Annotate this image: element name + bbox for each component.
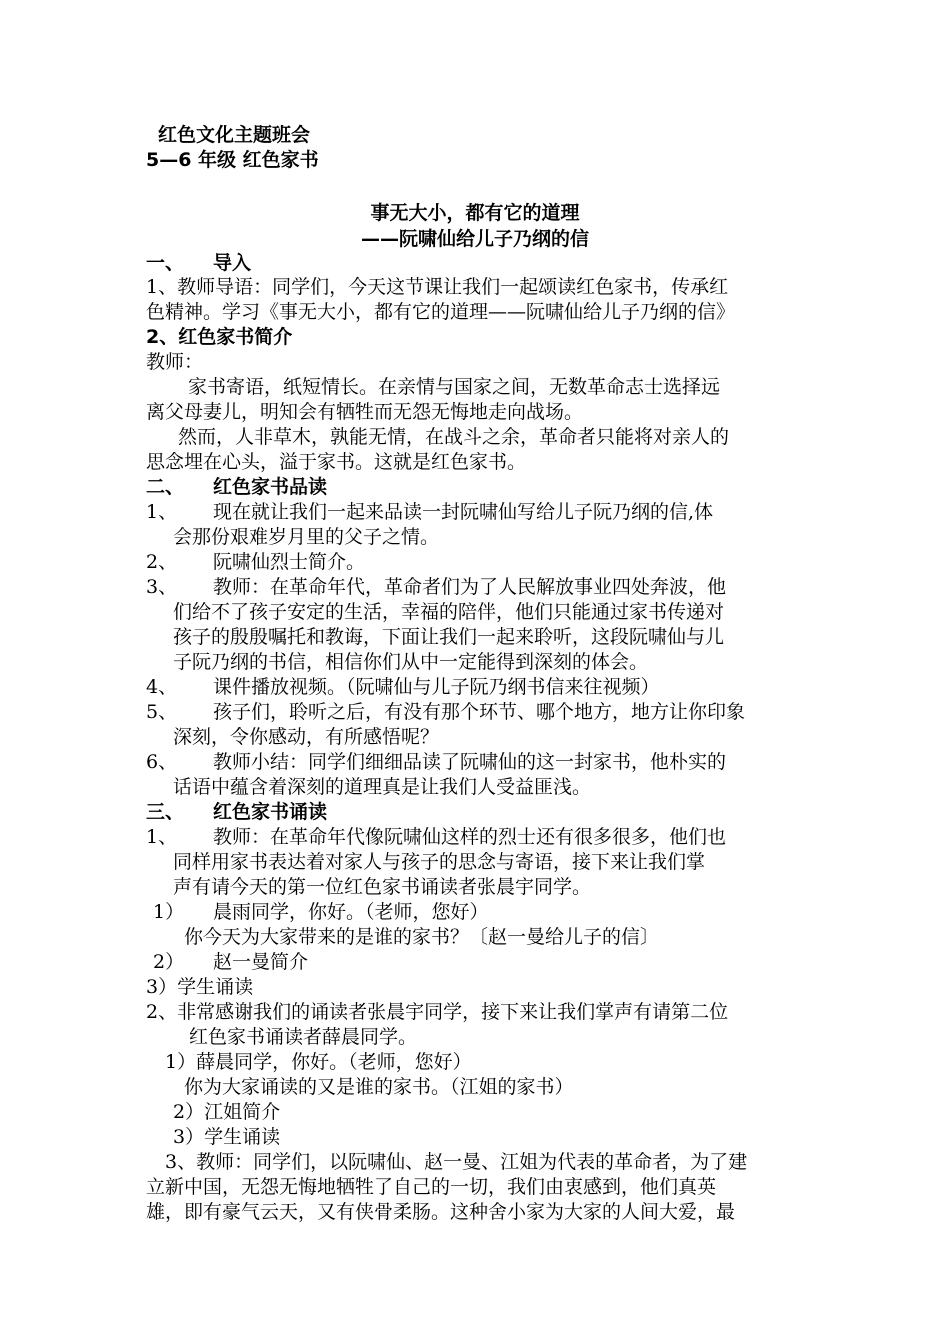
list-item-line: 声有请今天的第一位红色家书诵读者张晨宇同学。: [173, 876, 592, 898]
document-title: 事无大小，都有它的道理: [370, 202, 580, 224]
list-number: 3、: [146, 576, 178, 598]
list-number: 5、: [146, 701, 178, 723]
paragraph-line: 思念埋在心头，溢于家书。这就是红色家书。: [146, 451, 527, 473]
list-item-line: 课件播放视频。（阮啸仙与儿子阮乃纲书信来往视频）: [213, 676, 660, 698]
list-item-line: 教师：在革命年代像阮啸仙这样的烈士还有很多很多，他们也: [213, 826, 727, 848]
document-subtitle: ——阮啸仙给儿子乃纲的信: [360, 228, 589, 250]
section-2-number: 二、: [146, 476, 185, 498]
paragraph-line: 色精神。学习《事无大小，都有它的道理——阮啸仙给儿子乃纲的信》: [146, 301, 736, 323]
paragraph-line: 教师：: [146, 351, 204, 373]
paragraph-line: 雄，即有豪气云天，又有侠骨柔肠。这种舍小家为大家的人间大爱，最: [146, 1201, 736, 1223]
list-number: 1、: [146, 826, 178, 848]
list-item-line: 1）薛晨同学，你好。（老师，您好）: [165, 1051, 472, 1073]
list-item-line: 赵一曼简介: [213, 951, 309, 973]
list-item-line: 们给不了孩子安定的生活，幸福的陪伴，他们只能通过家书传递对: [173, 601, 725, 623]
paragraph-line: 1、教师导语：同学们，今天这节课让我们一起颂读红色家书，传承红: [146, 276, 729, 298]
subheading: 2、红色家书简介: [146, 326, 293, 348]
header-line-1: 红色文化主题班会: [158, 124, 311, 146]
paragraph-line: 立新中国，无怨无悔地牺牲了自己的一切，我们由衷感到，他们真英: [146, 1176, 717, 1198]
list-item-line: 孩子们，聆听之后，有没有那个环节、哪个地方，地方让你印象: [213, 701, 746, 723]
section-1-title: 导入: [213, 252, 252, 274]
list-item-line: 现在就让我们一起来品读一封阮啸仙写给儿子阮乃纲的信,体: [213, 501, 714, 523]
list-item-line: 3）学生诵读: [173, 1126, 281, 1148]
header-line-2: 5—6 年级 红色家书: [146, 149, 319, 171]
list-number: 1、: [146, 501, 178, 523]
list-item-line: 2）江姐简介: [173, 1101, 281, 1123]
list-number: 2）: [153, 951, 185, 973]
list-item-line: 阮啸仙烈士简介。: [213, 551, 366, 573]
section-1-number: 一、: [146, 252, 185, 274]
paragraph-line: 离父母妻儿，明知会有牺牲而无怨无悔地走向战场。: [146, 401, 584, 423]
paragraph-line: 2、非常感谢我们的诵读者张晨宇同学，接下来让我们掌声有请第二位: [146, 1001, 729, 1023]
section-3-number: 三、: [146, 801, 185, 823]
list-item-line: 会那份艰难岁月里的父子之情。: [173, 526, 440, 548]
list-item-line: 话语中蕴含着深刻的道理真是让我们人受益匪浅。: [173, 776, 592, 798]
section-2-title: 红色家书品读: [213, 476, 328, 498]
list-number: 4、: [146, 676, 178, 698]
list-item-line: 教师：在革命年代，革命者们为了人民解放事业四处奔波，他: [213, 576, 727, 598]
list-item-line: 你今天为大家带来的是谁的家书？〔赵一曼给儿子的信〕: [184, 926, 660, 948]
list-item-line: 子阮乃纲的书信，相信你们从中一定能得到深刻的体会。: [173, 651, 649, 673]
list-number: 1）: [153, 901, 185, 923]
list-item-line: 3）学生诵读: [146, 976, 254, 998]
paragraph-line: 然而，人非草木，孰能无情，在战斗之余，革命者只能将对亲人的: [178, 426, 730, 448]
list-item-line: 晨雨同学，你好。（老师，您好）: [213, 901, 489, 923]
paragraph-line: 家书寄语，纸短情长。在亲情与国家之间，无数革命志士选择远: [188, 376, 721, 398]
list-number: 2、: [146, 551, 178, 573]
section-3-title: 红色家书诵读: [213, 801, 328, 823]
list-item-line: 你为大家诵读的又是谁的家书。（江姐的家书）: [184, 1076, 574, 1098]
paragraph-line: 红色家书诵读者薛晨同学。: [189, 1026, 418, 1048]
list-item-line: 深刻，令你感动，有所感悟呢？: [173, 726, 440, 748]
paragraph-line: 3、教师：同学们，以阮啸仙、赵一曼、江姐为代表的革命者，为了建: [165, 1151, 748, 1173]
list-item-line: 同样用家书表达着对家人与孩子的思念与寄语，接下来让我们掌: [173, 851, 706, 873]
list-item-line: 孩子的殷殷嘱托和教诲，下面让我们一起来聆听，这段阮啸仙与儿: [173, 626, 725, 648]
list-number: 6、: [146, 751, 178, 773]
list-item-line: 教师小结：同学们细细品读了阮啸仙的这一封家书，他朴实的: [213, 751, 727, 773]
